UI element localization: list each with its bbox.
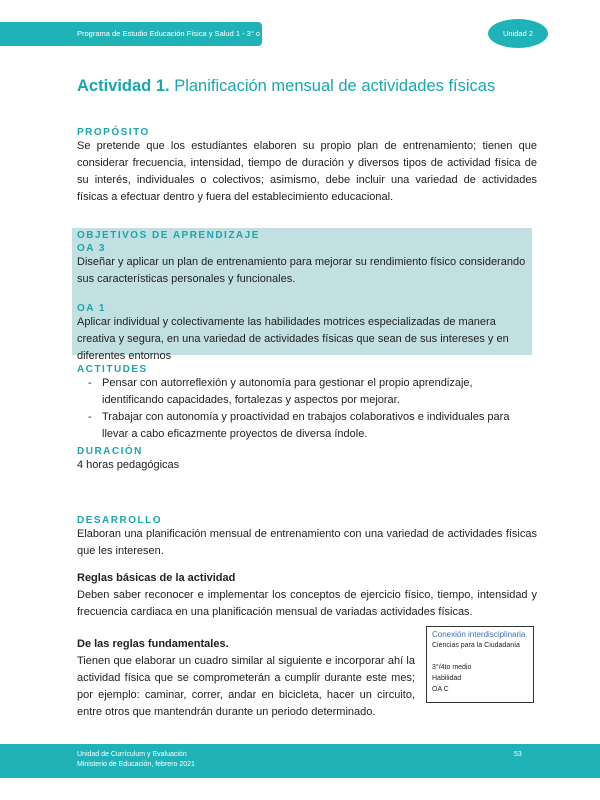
conexion-box bbox=[426, 626, 534, 703]
actitudes-section bbox=[77, 364, 537, 443]
conexion-level: 3°/4to medio bbox=[432, 664, 472, 671]
duracion-section bbox=[77, 446, 537, 474]
fundamentales-title-text: De las reglas fundamentales bbox=[77, 638, 226, 650]
actitud-item: - Pensar con autorreflexión y autonomía para gestionar el propio aprendizaje, identificando capacidades, fortalezas y aspectos por mejorar. bbox=[77, 375, 537, 409]
unit-badge: Unidad 2 bbox=[488, 19, 548, 48]
objetivos-box bbox=[72, 228, 532, 362]
fundamentales-title: De las reglas fundamentales. bbox=[77, 638, 229, 650]
title-bold: Actividad 1. bbox=[77, 77, 170, 95]
footer-line1: Unidad de Currículum y Evaluación bbox=[77, 751, 187, 758]
oa-code: OA 1 bbox=[77, 303, 106, 314]
footer-line2: Ministerio de Educación, febrero 2021 bbox=[77, 761, 195, 768]
duracion-text: 4 horas pedagógicas bbox=[77, 459, 180, 471]
oa-text: Diseñar y aplicar un plan de entrenamiento para mejorar su rendimiento físico considerando sus características personales y funcionales. bbox=[77, 256, 526, 285]
program-header: Programa de Estudio Educación Física y Salud 1 - 3° o 4° medio bbox=[0, 22, 262, 46]
page-number: 53 bbox=[514, 751, 522, 758]
desarrollo-section bbox=[77, 515, 537, 621]
fundamentales-section bbox=[77, 636, 415, 721]
oa-code: OA 3 bbox=[77, 243, 106, 254]
footer bbox=[0, 744, 600, 778]
proposito-text: Se pretende que los estudiantes elaboren su propio plan de entrenamiento; tienen que considerar frecuencia, intensidad, tiempo de duración y diversos tipos de actividad física de su interés, individuales o colectivos; asimismo, debe incluir una variedad de actividades físicas a efectuar dentro y fuera del establecimiento educacional. bbox=[77, 140, 537, 203]
actitudes-heading: ACTITUDES bbox=[77, 364, 148, 375]
objetivos-heading: OBJETIVOS DE APRENDIZAJE bbox=[77, 230, 260, 241]
fundamentales-text: Tienen que elaborar un cuadro similar al siguiente e incorporar ahí la actividad física que se comprometerán a cumplir durante este mes; por ejemplo: caminar, correr, andar en bicicleta, hacer un circuito, entre otros que mantendrán durante un periodo determinado. bbox=[77, 655, 415, 718]
conexion-subject: Ciencias para la Ciudadanía bbox=[432, 642, 520, 649]
oa-text: Aplicar individual y colectivamente las habilidades motrices especializadas de manera creativa y segura, en una variedad de actividades físicas que sean de sus intereses y en diferentes entornos bbox=[77, 316, 509, 362]
duracion-heading: DURACIÓN bbox=[77, 446, 143, 457]
title-rest: Planificación mensual de actividades físicas bbox=[169, 77, 496, 95]
desarrollo-heading: DESARROLLO bbox=[77, 515, 162, 526]
page-title bbox=[77, 77, 495, 96]
desarrollo-text: Elaboran una planificación mensual de entrenamiento con una variedad de actividades físicas que les interesen. bbox=[77, 528, 537, 557]
actitud-item: - Trabajar con autonomía y proactividad en trabajos colaborativos e individuales para llevar a cabo eficazmente proyectos de diversa índole. bbox=[77, 409, 537, 443]
conexion-oa: OA C bbox=[432, 686, 449, 693]
conexion-title: Conexión interdisciplinaria bbox=[432, 630, 526, 639]
reglas-text: Deben saber reconocer e implementar los conceptos de ejercicio físico, tiempo, intensidad y frecuencia cardiaca en una planificación mensual de variadas actividades físicas. bbox=[77, 589, 537, 618]
proposito-section bbox=[77, 127, 537, 206]
proposito-heading: PROPÓSITO bbox=[77, 127, 150, 138]
conexion-type: Habilidad bbox=[432, 675, 462, 682]
reglas-title: Reglas básicas de la actividad bbox=[77, 572, 236, 584]
